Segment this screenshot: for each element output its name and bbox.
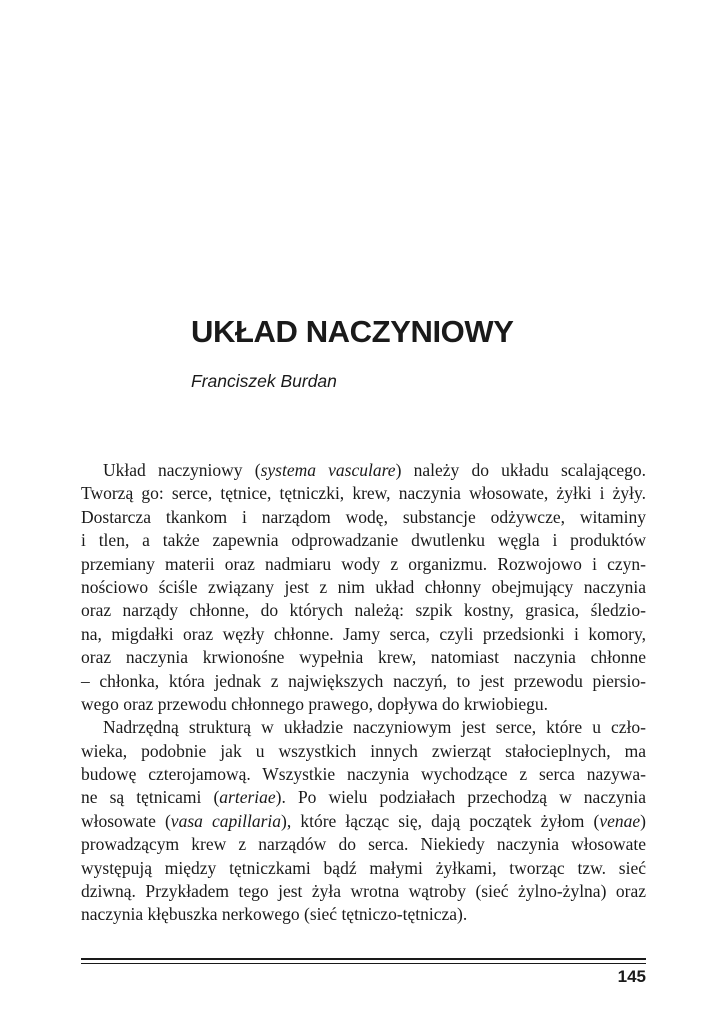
text-line <box>81 482 646 505</box>
text-line <box>81 786 646 809</box>
text-line <box>81 857 646 880</box>
paragraph <box>81 459 646 716</box>
text-run: Układ naczyniowy ( <box>103 460 261 480</box>
text-run: dziwną. Przykładem tego jest żyła wrotna wątroby (sieć żylno-żylna) oraz <box>81 881 646 902</box>
text-line <box>81 833 646 856</box>
text-line <box>81 646 646 669</box>
page-number: 145 <box>617 967 646 986</box>
text-line <box>81 529 646 552</box>
text-run: – chłonka, która jednak z największych naczyń, to jest przewodu piersio- <box>81 670 646 691</box>
text-run: nościowo ściśle związany jest z nim układ chłonny obejmujący naczynia <box>81 576 646 597</box>
text-line <box>81 716 646 739</box>
paragraph <box>81 716 646 927</box>
text-line <box>81 693 646 716</box>
text-run: ) należy do układu scalającego. <box>395 460 647 480</box>
text-line <box>81 623 646 646</box>
text-run: prowadzącym krew z narządów do serca. Niekiedy naczynia włosowate <box>81 834 646 855</box>
text-run: Dostarcza tkankom i narządom wodę, substancje odżywcze, witaminy <box>81 506 646 527</box>
text-run: ). Po wielu podziałach przechodzą w naczynia <box>275 787 646 808</box>
latin-term: arteriae <box>219 787 276 808</box>
text-run: włosowate ( <box>81 810 171 831</box>
text-run: przemiany materii oraz nadmiaru wody z organizmu. Rozwojowo i czyn- <box>81 553 646 574</box>
text-run: Tworzą go: serce, tętnice, tętniczki, krew, naczynia włosowate, żyłki i żyły. <box>81 483 646 504</box>
text-run: wego oraz przewodu chłonnego prawego, dopływa do krwiobiegu. <box>81 693 549 714</box>
latin-term: vasa capillaria <box>170 810 282 831</box>
latin-term: venae <box>599 810 641 831</box>
text-line <box>81 880 646 903</box>
footer-rule-thick <box>81 958 646 960</box>
text-line <box>81 506 646 529</box>
text-run: ) <box>640 810 646 831</box>
chapter-title: UKŁAD NACZYNIOWY <box>191 314 514 349</box>
text-run: ne są tętnicami ( <box>81 787 220 808</box>
body-text <box>81 459 646 927</box>
text-line <box>81 763 646 786</box>
text-run: występują między tętniczkami bądź małymi żyłkami, tworząc tzw. sieć <box>81 857 646 878</box>
text-run: naczynia kłębuszka nerkowego (sieć tętniczo-tętnicza). <box>81 904 468 925</box>
text-run: na, migdałki oraz węzły chłonne. Jamy serca, czyli przedsionki i komory, <box>81 623 646 644</box>
text-run: oraz naczynia krwionośne wypełnia krew, natomiast naczynia chłonne <box>81 647 646 668</box>
text-line <box>81 740 646 763</box>
text-run: budowę czterojamową. Wszystkie naczynia wychodzące z serca nazywa- <box>81 764 646 785</box>
text-run: wieka, podobnie jak u wszystkich innych zwierząt stałocieplnych, ma <box>81 740 646 761</box>
text-line <box>81 903 646 926</box>
latin-term: systema vasculare <box>260 460 396 480</box>
text-run: i tlen, a także zapewnia odprowadzanie dwutlenku węgla i produktów <box>81 530 646 551</box>
text-line <box>81 599 646 622</box>
text-line <box>81 670 646 693</box>
text-line <box>81 459 646 482</box>
text-line <box>81 810 646 833</box>
text-run: Nadrzędną strukturą w układzie naczyniowym jest serce, które u czło- <box>103 717 646 738</box>
chapter-author: Franciszek Burdan <box>191 371 337 391</box>
text-line <box>81 553 646 576</box>
footer-rule-thin <box>81 963 646 964</box>
text-line <box>81 576 646 599</box>
text-run: oraz narządy chłonne, do których należą: szpik kostny, grasica, śledzio- <box>81 600 646 621</box>
text-run: ), które łącząc się, dają początek żyłom ( <box>281 810 600 831</box>
